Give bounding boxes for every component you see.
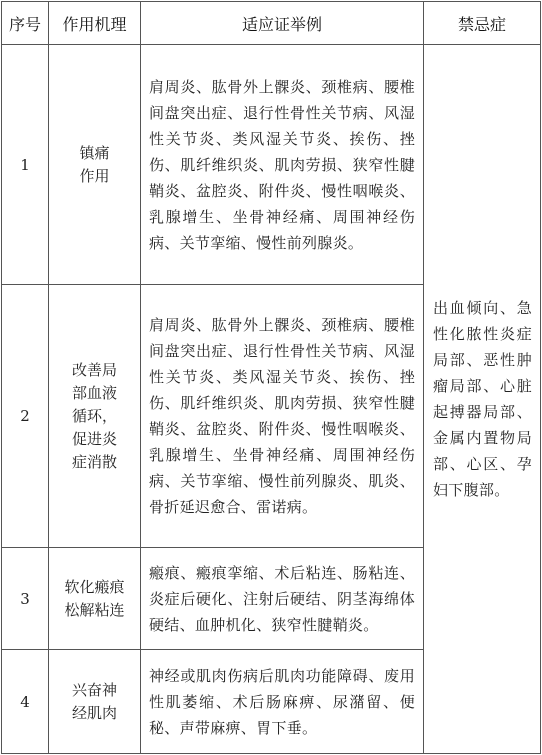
row-1-indications xyxy=(141,45,424,285)
row-3-indications xyxy=(141,548,424,650)
row-1-mechanism-text: 镇痛 作用 xyxy=(79,143,110,185)
row-2-no: 2 xyxy=(1,285,49,548)
header-indications: 适应证举例 xyxy=(141,1,424,45)
row-3-mechanism-text: 软化瘢痕 松解粘连 xyxy=(64,577,125,619)
row-3-no: 3 xyxy=(1,548,49,650)
row-3-mechanism xyxy=(49,548,141,650)
header-contraindications: 禁忌症 xyxy=(424,1,541,45)
row-2-mechanism xyxy=(49,285,141,548)
row-1-indications-text: 肩周炎、肱骨外上髁炎、颈椎病、腰椎间盘突出症、退行性骨性关节病、风湿性关节炎、类风湿关节炎、挨伤、挫伤、肌纤维织炎、肌肉劳损、狭窄性腱鞘炎、盆腔炎、附件炎、慢性咽喉炎、乳腺增生、坐骨神经痛、周围神经伤病、关节挛缩、慢性前列腺炎。 xyxy=(149,77,415,252)
row-4-mechanism xyxy=(49,650,141,754)
row-4-mechanism-text: 兴奋神 经肌肉 xyxy=(71,680,117,722)
row-2-indications-text: 肩周炎、肱骨外上髁炎、颈椎病、腰椎间盘突出症、退行性骨性关节病、风湿性关节炎、类风湿关节炎、挨伤、挫伤、肌纤维织炎、肌肉劳损、狭窄性腱鞘炎、盆腔炎、附件炎、慢性咽喉炎、乳腺增生、坐骨神经痛、周围神经伤病、关节挛缩、慢性前列腺炎、肌炎、骨折延迟愈合、雷诺病。 xyxy=(149,316,415,516)
row-4-indications xyxy=(141,650,424,754)
row-1-mechanism xyxy=(49,45,141,285)
row-2-indications xyxy=(141,285,424,548)
treatment-table xyxy=(1,1,541,754)
row-1-no: 1 xyxy=(1,45,49,285)
row-4-no: 4 xyxy=(1,650,49,754)
row-2-mechanism-text: 改善局 部血液 循环， 促进炎 症消散 xyxy=(71,360,117,471)
row-3-indications-text: 瘢痕、瘢痕挛缩、术后粘连、肠粘连、炎症后硬化、注射后硬结、阴茎海绵体硬结、血肿机化、狭窄性腱鞘炎。 xyxy=(149,563,415,634)
row-4-indications-text: 神经或肌肉伤病后肌肉功能障碍、废用性肌萎缩、术后肠麻痹、尿潴留、便秘、声带麻痹、胃下垂。 xyxy=(149,666,415,737)
contraindications-text: 出血倾向、急性化脓性炎症局部、恶性肿瘤局部、心脏起搏器局部、金属内置物局部、心区、孕妇下腹部。 xyxy=(433,299,532,499)
contraindications-cell xyxy=(424,45,541,754)
header-mechanism: 作用机理 xyxy=(49,1,141,45)
header-no: 序号 xyxy=(1,1,49,45)
